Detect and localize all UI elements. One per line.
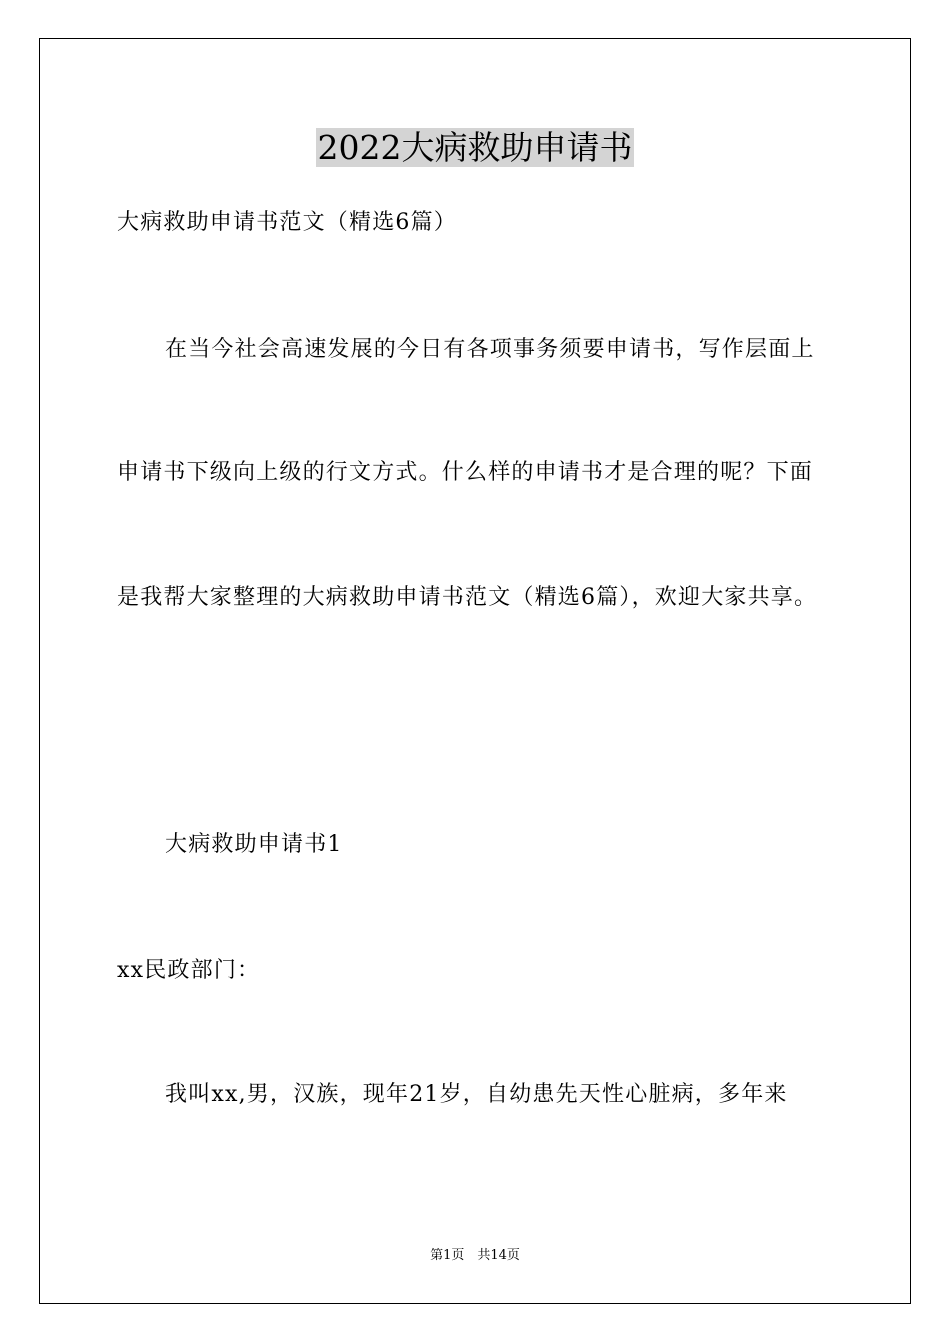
salutation-line: xx民政部门：	[117, 958, 261, 983]
paragraph-line-1: 在当今社会高速发展的今日有各项事务须要申请书，写作层面上	[165, 337, 815, 362]
paragraph-line-3: 是我帮大家整理的大病救助申请书范文（精选6篇），欢迎大家共享。	[117, 585, 818, 610]
paragraph-line-2: 申请书下级向上级的行文方式。什么样的申请书才是合理的呢？下面	[117, 460, 814, 485]
document-title-text: 2022大病救助申请书	[317, 128, 633, 167]
body-line-1: 我叫xx,男，汉族，现年21岁，自幼患先天性心脏病，多年来	[165, 1082, 788, 1107]
document-title	[0, 128, 950, 168]
page-number: 第1页 共14页	[430, 1248, 520, 1263]
subtitle-line: 大病救助申请书范文（精选6篇）	[117, 210, 457, 235]
section-heading: 大病救助申请书1	[165, 832, 343, 857]
